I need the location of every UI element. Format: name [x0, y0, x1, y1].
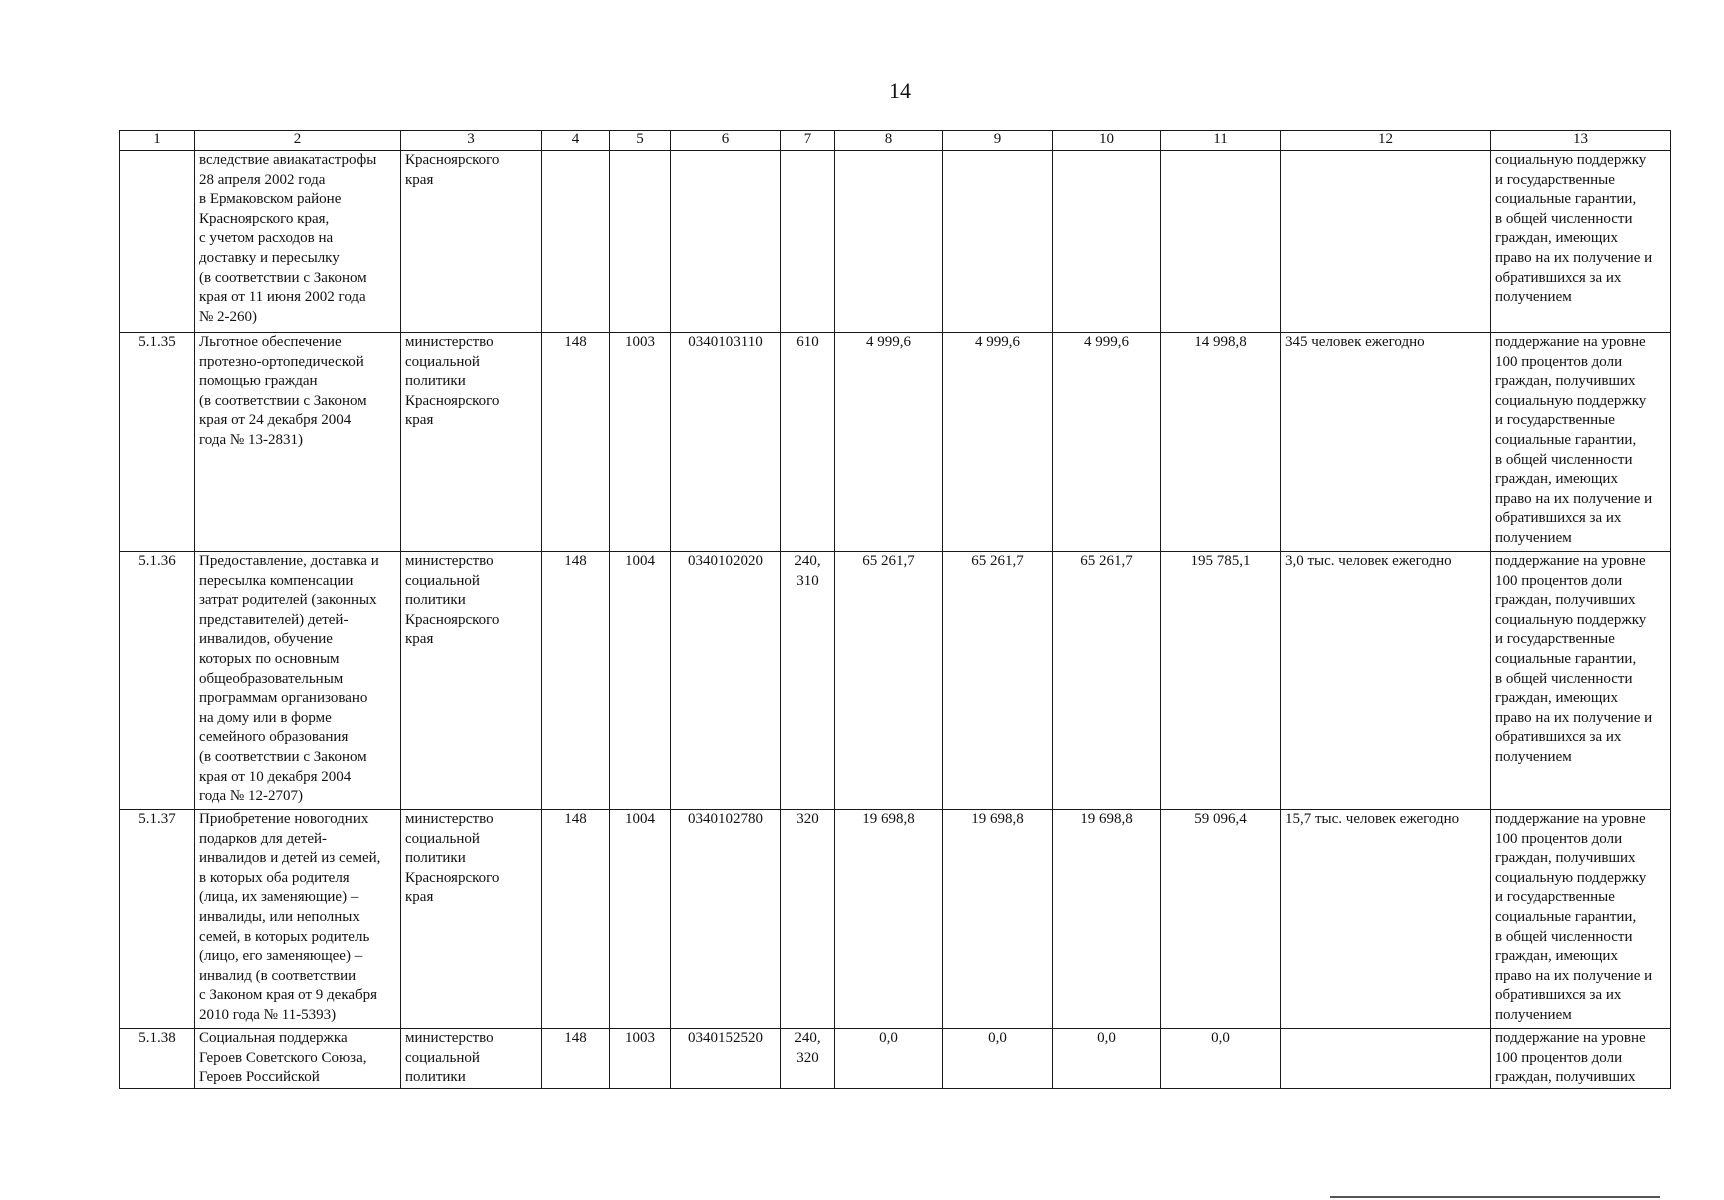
code-grbs-cell: 148: [542, 552, 610, 810]
amount-total-cell: 195 785,1: [1161, 552, 1281, 810]
measure-name-cell: Льготное обеспечение протезно-ортопедической помощью граждан (в соответствии с Законом края от 24 декабря 2004 года № 13-2831): [195, 333, 401, 552]
responsible-body-cell: министерство социальной политики Красноярского края: [401, 333, 542, 552]
amount-year-3-cell: [1053, 151, 1161, 333]
amount-year-3-cell: 4 999,6: [1053, 333, 1161, 552]
column-header-7: 7: [781, 131, 835, 151]
column-header-5: 5: [610, 131, 671, 151]
column-header-13: 13: [1491, 131, 1671, 151]
row-number-cell: 5.1.35: [120, 333, 195, 552]
responsible-body-cell: министерство социальной политики: [401, 1029, 542, 1089]
column-header-2: 2: [195, 131, 401, 151]
amount-year-1-cell: 0,0: [835, 1029, 943, 1089]
amount-year-2-cell: 4 999,6: [943, 333, 1053, 552]
code-section-cell: [610, 151, 671, 333]
code-section-cell: 1004: [610, 552, 671, 810]
expected-result-cell: [1281, 1029, 1491, 1089]
code-expense-type-cell: 320: [781, 810, 835, 1029]
indicator-cell: поддержание на уровне 100 процентов доли граждан, получивших социальную поддержку и государственные социальные гарантии, в общей численности граждан, имеющих право на их получение и обратившихся за их получением: [1491, 810, 1671, 1029]
expected-result-cell: 345 человек ежегодно: [1281, 333, 1491, 552]
column-header-9: 9: [943, 131, 1053, 151]
amount-year-1-cell: 65 261,7: [835, 552, 943, 810]
amount-year-1-cell: 4 999,6: [835, 333, 943, 552]
indicator-cell: поддержание на уровне 100 процентов доли граждан, получивших социальную поддержку и государственные социальные гарантии, в общей численности граждан, имеющих право на их получение и обратившихся за их получением: [1491, 333, 1671, 552]
measure-name-cell: вследствие авиакатастрофы 28 апреля 2002 года в Ермаковском районе Красноярского края, с учетом расходов на доставку и пересылку (в соответствии с Законом края от 11 июня 2002 года № 2-260): [195, 151, 401, 333]
code-expense-type-cell: 240, 320: [781, 1029, 835, 1089]
scan-artifact-divider: [1330, 1196, 1660, 1198]
amount-total-cell: [1161, 151, 1281, 333]
column-header-1: 1: [120, 131, 195, 151]
amount-year-3-cell: 19 698,8: [1053, 810, 1161, 1029]
column-header-11: 11: [1161, 131, 1281, 151]
column-header-8: 8: [835, 131, 943, 151]
amount-total-cell: 59 096,4: [1161, 810, 1281, 1029]
code-expense-type-cell: [781, 151, 835, 333]
responsible-body-cell: министерство социальной политики Красноярского края: [401, 552, 542, 810]
code-grbs-cell: [542, 151, 610, 333]
code-target-article-cell: 0340102020: [671, 552, 781, 810]
table-row: [120, 810, 1671, 1029]
code-target-article-cell: [671, 151, 781, 333]
indicator-cell: поддержание на уровне 100 процентов доли граждан, получивших социальную поддержку и государственные социальные гарантии, в общей численности граждан, имеющих право на их получение и обратившихся за их получением: [1491, 552, 1671, 810]
table-row: [120, 552, 1671, 810]
code-target-article-cell: 0340102780: [671, 810, 781, 1029]
amount-year-2-cell: 0,0: [943, 1029, 1053, 1089]
measure-name-cell: Социальная поддержка Героев Советского Союза, Героев Российской: [195, 1029, 401, 1089]
indicator-cell: социальную поддержку и государственные социальные гарантии, в общей численности граждан, имеющих право на их получение и обратившихся за их получением: [1491, 151, 1671, 333]
column-header-4: 4: [542, 131, 610, 151]
column-header-12: 12: [1281, 131, 1491, 151]
code-grbs-cell: 148: [542, 810, 610, 1029]
amount-year-1-cell: [835, 151, 943, 333]
amount-year-2-cell: 65 261,7: [943, 552, 1053, 810]
amount-total-cell: 14 998,8: [1161, 333, 1281, 552]
column-header-3: 3: [401, 131, 542, 151]
table-row: [120, 333, 1671, 552]
table-row: [120, 151, 1671, 333]
measure-name-cell: Предоставление, доставка и пересылка компенсации затрат родителей (законных представителей) детей- инвалидов, обучение которых по основным общеобразовательным программам организовано на дому или в форме семейного образования (в соответствии с Законом края от 10 декабря 2004 года № 12-2707): [195, 552, 401, 810]
code-section-cell: 1003: [610, 1029, 671, 1089]
code-grbs-cell: 148: [542, 333, 610, 552]
code-target-article-cell: 0340103110: [671, 333, 781, 552]
code-section-cell: 1004: [610, 810, 671, 1029]
row-number-cell: 5.1.37: [120, 810, 195, 1029]
responsible-body-cell: Красноярского края: [401, 151, 542, 333]
amount-total-cell: 0,0: [1161, 1029, 1281, 1089]
amount-year-3-cell: 0,0: [1053, 1029, 1161, 1089]
amount-year-3-cell: 65 261,7: [1053, 552, 1161, 810]
measure-name-cell: Приобретение новогодних подарков для детей- инвалидов и детей из семей, в которых оба родителя (лица, их заменяющие) – инвалиды, или неполных семей, в которых родитель (лицо, его заменяющее) – инвалид (в соответствии с Законом края от 9 декабря 2010 года № 11-5393): [195, 810, 401, 1029]
code-expense-type-cell: 610: [781, 333, 835, 552]
column-header-6: 6: [671, 131, 781, 151]
expected-result-cell: 3,0 тыс. человек ежегодно: [1281, 552, 1491, 810]
page-number: 14: [889, 78, 911, 103]
code-target-article-cell: 0340152520: [671, 1029, 781, 1089]
program-measures-table: [119, 130, 1671, 1089]
row-number-cell: [120, 151, 195, 333]
responsible-body-cell: министерство социальной политики Красноярского края: [401, 810, 542, 1029]
table-row: [120, 1029, 1671, 1089]
row-number-cell: 5.1.38: [120, 1029, 195, 1089]
column-header-10: 10: [1053, 131, 1161, 151]
amount-year-2-cell: 19 698,8: [943, 810, 1053, 1029]
expected-result-cell: [1281, 151, 1491, 333]
code-grbs-cell: 148: [542, 1029, 610, 1089]
amount-year-2-cell: [943, 151, 1053, 333]
indicator-cell: поддержание на уровне 100 процентов доли граждан, получивших: [1491, 1029, 1671, 1089]
column-number-header-row: [120, 131, 1671, 151]
expected-result-cell: 15,7 тыс. человек ежегодно: [1281, 810, 1491, 1029]
amount-year-1-cell: 19 698,8: [835, 810, 943, 1029]
code-expense-type-cell: 240, 310: [781, 552, 835, 810]
code-section-cell: 1003: [610, 333, 671, 552]
row-number-cell: 5.1.36: [120, 552, 195, 810]
